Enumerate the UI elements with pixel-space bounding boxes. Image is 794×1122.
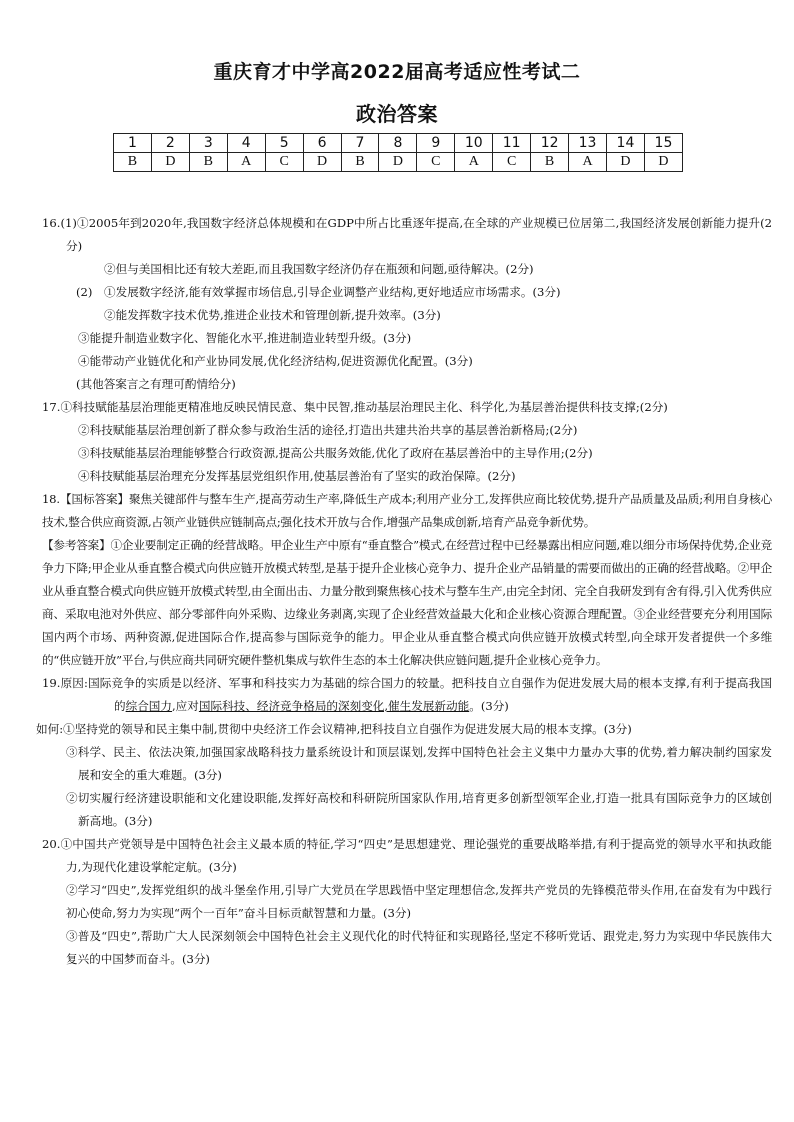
q19-reason-text-a: 19.原因:国际竞争的实质是以经济、军事和科技实力为基础的综合国力的较量。把科技自立自强作为促进发展大局的根本支撑,有利于提高我国的: [42, 676, 772, 713]
question-number: 7: [341, 134, 379, 153]
q16-line-3: (2) ①发展数字经济,能有效掌握市场信息,引导企业调整产业结构,更好地适应市场需求。(3分): [76, 285, 561, 299]
question-number: 8: [379, 134, 417, 153]
question-number: 10: [455, 134, 493, 153]
answer-letter: D: [379, 153, 417, 172]
q19-underline-2: 国际科技、经济竞争格局的深刻变化,催生发展新动能: [198, 699, 470, 713]
question-number: 13: [569, 134, 607, 153]
q16-line-1: 16.(1)①2005年到2020年,我国数字经济总体规模和在GDP中所占比重逐年提高,在全球的产业规模已位居第二,我国经济发展创新能力提升(2分): [42, 216, 772, 253]
answer-letter: A: [227, 153, 265, 172]
q17-line-3: ③科技赋能基层治理能够整合行政资源,提高公共服务效能,优化了政府在基层善治中的主导作用;(2分): [78, 446, 593, 460]
question-20: [42, 833, 772, 971]
answer-letter: B: [341, 153, 379, 172]
question-17: [42, 396, 772, 488]
q19-reason-text-b: ,应对: [172, 699, 199, 713]
q17-line-1: 17.①科技赋能基层治理能更精准地反映民情民意、集中民智,推动基层治理民主化、科学化,为基层善治提供科技支撑;(2分): [42, 400, 668, 414]
q16-line-7: (其他答案言之有理可酌情给分): [76, 377, 236, 391]
question-number: 9: [417, 134, 455, 153]
answer-table-answer-row: [114, 153, 683, 172]
question-number: 12: [531, 134, 569, 153]
q20-line-3: ③普及“四史”,帮助广大人民深刻领会中国特色社会主义现代化的时代特征和实现路径,坚定不移听党话、跟党走,努力为实现中华民族伟大复兴的中国梦而奋斗。(3分): [66, 929, 772, 966]
question-number: 6: [303, 134, 341, 153]
q17-line-4: ④科技赋能基层治理充分发挥基层党组织作用,使基层善治有了坚实的政治保障。(2分): [78, 469, 516, 483]
question-18: [42, 488, 772, 672]
q19-how-3: ②切实履行经济建设职能和文化建设职能,发挥好高校和科研院所国家队作用,培育更多创新型领军企业,打造一批具有国际竞争力的区域创新高地。(3分): [66, 791, 772, 828]
answer-letter: C: [265, 153, 303, 172]
answer-letter: A: [455, 153, 493, 172]
answer-body: [36, 212, 772, 971]
question-number: 5: [265, 134, 303, 153]
q18-standard-answer: 18.【国标答案】聚焦关键部件与整车生产,提高劳动生产率,降低生产成本;利用产业分工,发挥供应商比较优势,提升产品质量及品质;利用自身核心技术,整合供应商资源,占领产业链供应链制高点;强化技术开放与合作,增强产品集成创新,培育产品竞争新优势。: [42, 492, 772, 529]
question-number: 4: [227, 134, 265, 153]
q19-how-2: ③科学、民主、依法决策,加强国家战略科技力量系统设计和顶层谋划,发挥中国特色社会主义集中力量办大事的优势,着力解决制约国家发展和安全的重大难题。(3分): [66, 745, 772, 782]
answer-letter: D: [606, 153, 644, 172]
q20-line-2: ②学习“四史”,发挥党组织的战斗堡垒作用,引导广大党员在学思践悟中坚定理想信念,发挥共产党员的先锋模范带头作用,在奋发有为中践行初心使命,努力为实现“两个一百年”奋斗目标贡献智慧和力量。(3分): [66, 883, 772, 920]
q19-reason-text-c: 。(3分): [469, 699, 509, 713]
question-number: 3: [189, 134, 227, 153]
question-19: [36, 672, 772, 833]
q17-line-2: ②科技赋能基层治理创新了群众参与政治生活的途径,打造出共建共治共享的基层善治新格局;(2分): [78, 423, 578, 437]
answer-letter: B: [189, 153, 227, 172]
question-16: [42, 212, 772, 396]
q18-reference-answer: 【参考答案】①企业要制定正确的经营战略。甲企业生产中原有“垂直整合”模式,在经营过程中已经暴露出相应问题,难以细分市场保持优势,企业竞争力下降;甲企业从垂直整合模式向供应链开放模式转型,是基于提升企业核心竞争力、提升企业产品销量的需要而做出的正确的经营战略。②甲企业从垂直整合模式向供应链开放模式转型,由全面出击、力量分散到聚焦核心技术与整车生产,由完全封闭、完全自我研发到有舍有得,引入优秀供应商、采取电池对外供应、部分零部件向外采购、边缘业务剥离,实现了企业经营效益最大化和企业核心资源合理配置。③企业经营要充分利用国际国内两个市场、两种资源,促进国际合作,提高参与国际竞争的能力。甲企业从垂直整合模式向供应链开放模式转型,向全球开发者提供一个多维的“供应链开放”平台,与供应商共同研究硬件整机集成与软件生态的本土化解决供应链问题,提升企业核心竞争力。: [42, 538, 772, 667]
answer-letter: D: [303, 153, 341, 172]
q16-line-5: ③能提升制造业数字化、智能化水平,推进制造业转型升级。(3分): [78, 331, 412, 345]
question-number: 14: [606, 134, 644, 153]
page-title: 重庆育才中学高2022届高考适应性考试二: [213, 61, 581, 83]
question-number: 11: [493, 134, 531, 153]
answer-letter: C: [493, 153, 531, 172]
q20-line-1: 20.①中国共产党领导是中国特色社会主义最本质的特征,学习“四史”是思想建党、理论强党的重要战略举措,有利于提高党的领导水平和执政能力,为现代化建设掌舵定航。(3分): [42, 837, 772, 874]
question-number: 15: [644, 134, 682, 153]
answer-letter: C: [417, 153, 455, 172]
q16-line-2: ②但与美国相比还有较大差距,而且我国数字经济仍存在瓶颈和问题,亟待解决。(2分): [104, 262, 534, 276]
answer-letter: B: [531, 153, 569, 172]
answer-table-number-row: [114, 134, 683, 153]
answer-letter: B: [114, 153, 152, 172]
q16-line-6: ④能带动产业链优化和产业协同发展,优化经济结构,促进资源优化配置。(3分): [78, 354, 473, 368]
answer-table: [113, 133, 683, 172]
question-number: 1: [114, 134, 152, 153]
page-subtitle: 政治答案: [356, 102, 438, 126]
q19-underline-1: 综合国力: [125, 699, 172, 713]
q19-how-1: 如何:①坚持党的领导和民主集中制,贯彻中央经济工作会议精神,把科技自立自强作为促进发展大局的根本支撑。(3分): [36, 722, 632, 736]
answer-letter: D: [644, 153, 682, 172]
question-number: 2: [151, 134, 189, 153]
q19-reason: [42, 672, 772, 718]
answer-letter: A: [569, 153, 607, 172]
answer-letter: D: [151, 153, 189, 172]
q16-line-4: ②能发挥数字技术优势,推进企业技术和管理创新,提升效率。(3分): [104, 308, 441, 322]
